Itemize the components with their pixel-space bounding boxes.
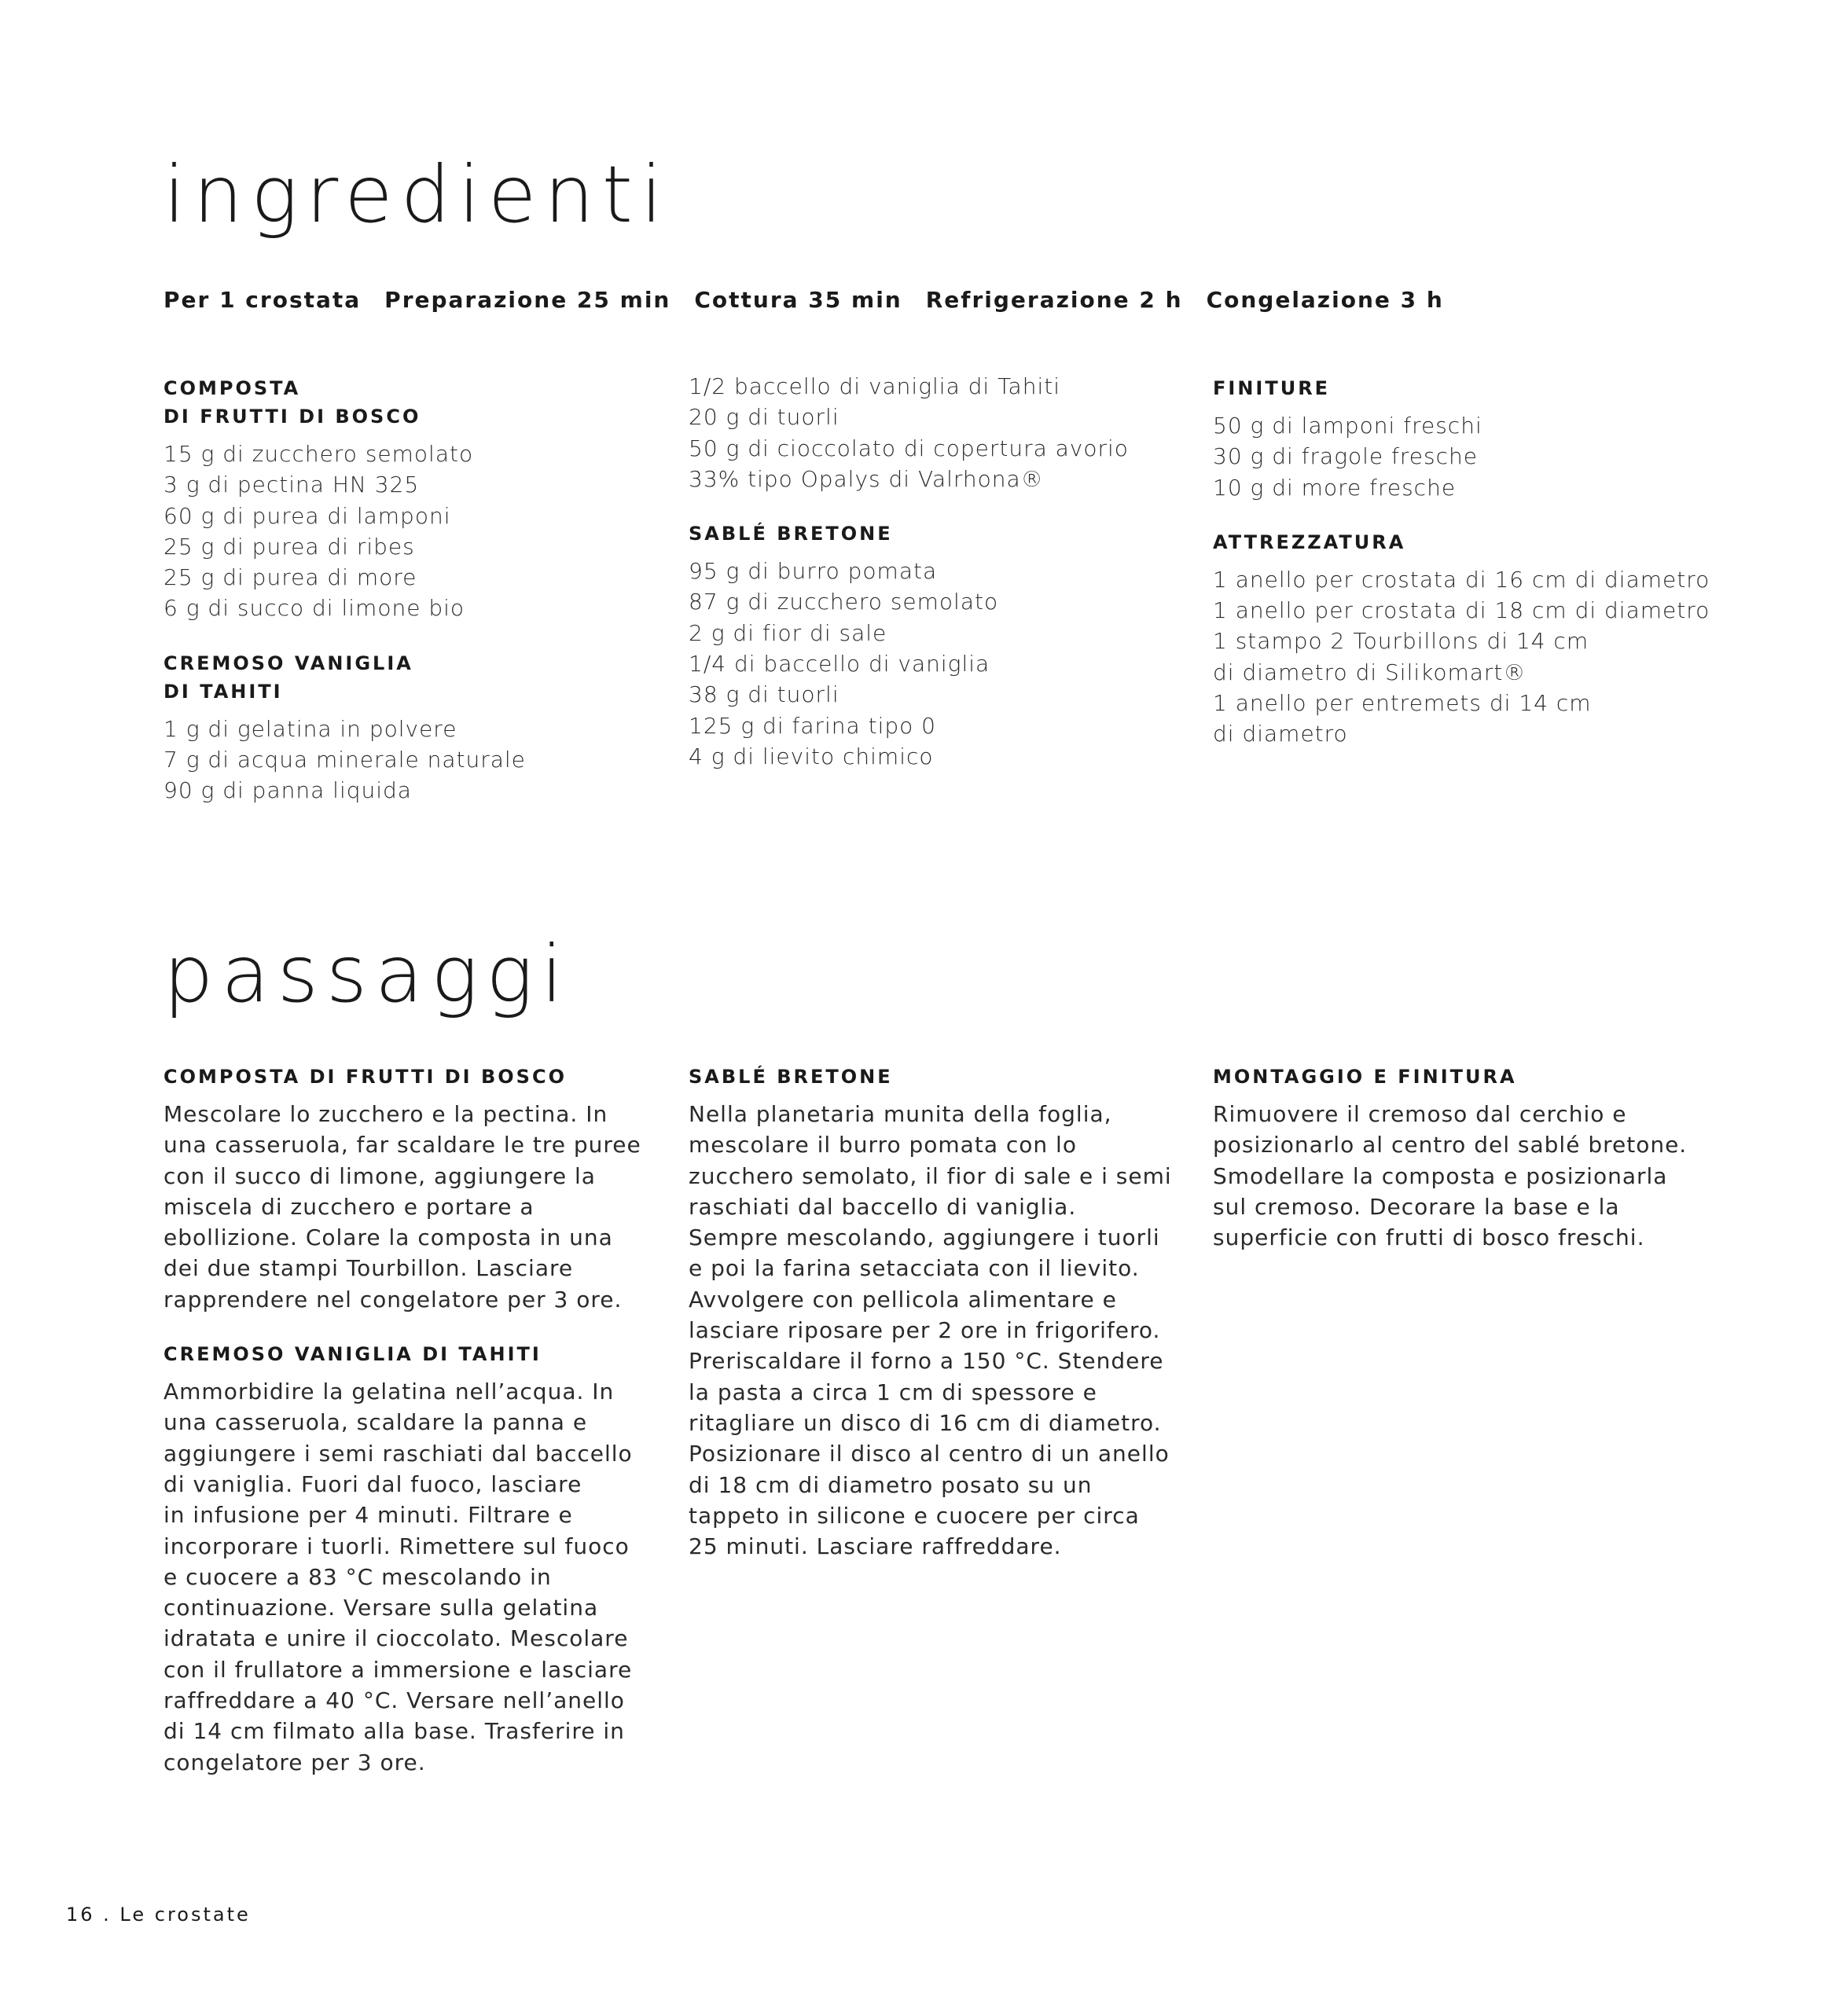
ingredient-group-heading bbox=[163, 649, 643, 706]
step-group bbox=[163, 1340, 643, 1778]
ingredient-item: 60 g di purea di lamponi bbox=[163, 502, 451, 529]
heading-line: DI TAHITI bbox=[163, 680, 283, 703]
ingredients-column-1 bbox=[163, 374, 643, 832]
ingredient-list bbox=[1213, 564, 1710, 750]
step-text-line: la pasta a circa 1 cm di spessore e bbox=[689, 1379, 1097, 1405]
step-text-line: Nella planetaria munita della foglia, bbox=[689, 1101, 1112, 1127]
step-group bbox=[1213, 1063, 1692, 1253]
ingredient-group-heading bbox=[689, 520, 1168, 548]
step-text-line: congelatore per 3 ore. bbox=[163, 1749, 426, 1775]
meta-preparation: Preparazione 25 min bbox=[384, 287, 671, 313]
ingredient-list bbox=[689, 556, 1168, 772]
step-heading: SABLÉ BRETONE bbox=[689, 1066, 893, 1088]
step-text-line: zucchero semolato, il fior di sale e i semi bbox=[689, 1162, 1172, 1189]
step-text-line: aggiungere i semi raschiati dal baccello bbox=[163, 1440, 633, 1467]
ingredient-list bbox=[689, 371, 1168, 494]
step-text-line: superficie con frutti di bosco freschi. bbox=[1213, 1224, 1645, 1251]
step-text-line: Preriscaldare il forno a 150 °C. Stendere bbox=[689, 1348, 1164, 1375]
step-group bbox=[689, 1063, 1172, 1562]
step-text-line: Avvolgere con pellicola alimentare e bbox=[689, 1286, 1117, 1313]
ingredient-group bbox=[163, 649, 643, 806]
step-text-line: raffreddare a 40 °C. Versare nell’anello bbox=[163, 1687, 625, 1714]
ingredient-item: 25 g di purea di ribes bbox=[163, 533, 415, 560]
heading-line: CREMOSO VANIGLIA bbox=[163, 652, 413, 674]
step-text-line: idratata e unire il cioccolato. Mescolare bbox=[163, 1625, 629, 1652]
ingredient-list bbox=[163, 714, 643, 806]
step-group bbox=[163, 1063, 643, 1315]
ingredient-item: 4 g di lievito chimico bbox=[689, 743, 934, 769]
ingredient-item: 6 g di succo di limone bio bbox=[163, 595, 465, 622]
step-heading: MONTAGGIO E FINITURA bbox=[1213, 1066, 1517, 1088]
step-text-line: in infusione per 4 minuti. Filtrare e bbox=[163, 1502, 573, 1529]
ingredient-item: 10 g di more fresche bbox=[1213, 474, 1457, 501]
step-text-line: con il succo di limone, aggiungere la bbox=[163, 1162, 596, 1189]
step-text-line: e poi la farina setacciata con il lievito. bbox=[689, 1255, 1140, 1282]
meta-servings: Per 1 crostata bbox=[163, 287, 362, 313]
step-text-line: ritagliare un disco di 16 cm di diametro. bbox=[689, 1409, 1162, 1436]
steps-title: passaggi bbox=[163, 928, 571, 1020]
ingredient-group-heading bbox=[1213, 374, 1692, 402]
ingredient-item: 33% tipo Opalys di Valrhona® bbox=[689, 465, 1044, 492]
ingredient-group bbox=[163, 374, 643, 624]
ingredient-item: 50 g di lamponi freschi bbox=[1213, 413, 1482, 439]
step-text-line: continuazione. Versare sulla gelatina bbox=[163, 1595, 599, 1621]
ingredient-item: 1/4 di baccello di vaniglia bbox=[689, 651, 990, 677]
ingredient-group-heading bbox=[163, 374, 643, 431]
ingredient-item: 87 g di zucchero semolato bbox=[689, 589, 999, 615]
step-text-line: una casseruola, scaldare la panna e bbox=[163, 1409, 588, 1436]
heading-line: ATTREZZATURA bbox=[1213, 531, 1406, 553]
step-text-line: rapprendere nel congelatore per 3 ore. bbox=[163, 1286, 623, 1313]
ingredient-item: 15 g di zucchero semolato bbox=[163, 441, 474, 467]
ingredient-item: di diametro di Silikomart® bbox=[1213, 659, 1527, 685]
ingredient-group bbox=[689, 371, 1168, 494]
ingredient-item: 90 g di panna liquida bbox=[163, 777, 412, 804]
step-text-line: Rimuovere il cremoso dal cerchio e bbox=[1213, 1101, 1627, 1127]
ingredient-item: 2 g di fior di sale bbox=[689, 619, 887, 646]
step-text-line: tappeto in silicone e cuocere per circa bbox=[689, 1502, 1140, 1529]
meta-refrigeration: Refrigerazione 2 h bbox=[925, 287, 1183, 313]
step-text-line: e cuocere a 83 °C mescolando in bbox=[163, 1563, 552, 1590]
step-text-line: posizionarlo al centro del sablé bretone. bbox=[1213, 1132, 1688, 1158]
step-text-line: raschiati dal baccello di vaniglia. bbox=[689, 1193, 1077, 1220]
ingredient-item: 50 g di cioccolato di copertura avorio bbox=[689, 435, 1129, 461]
ingredients-column-2 bbox=[689, 371, 1168, 797]
ingredient-item: 1 anello per entremets di 14 cm bbox=[1213, 690, 1592, 717]
step-text-line: lasciare riposare per 2 ore in frigorifero. bbox=[689, 1317, 1161, 1344]
step-text bbox=[689, 1099, 1172, 1562]
step-text-line: di 18 cm di diametro posato su un bbox=[689, 1471, 1093, 1498]
recipe-meta-row bbox=[163, 285, 1444, 316]
ingredient-group bbox=[689, 520, 1168, 772]
step-text-line: 25 minuti. Lasciare raffreddare. bbox=[689, 1533, 1062, 1560]
step-text-line: mescolare il burro pomata con lo bbox=[689, 1132, 1077, 1158]
step-text-line: sul cremoso. Decorare la base e la bbox=[1213, 1193, 1620, 1220]
step-heading: COMPOSTA DI FRUTTI DI BOSCO bbox=[163, 1066, 567, 1088]
step-text-line: incorporare i tuorli. Rimettere sul fuoco bbox=[163, 1533, 630, 1559]
ingredient-item: 1/2 baccello di vaniglia di Tahiti bbox=[689, 373, 1060, 399]
ingredient-group-heading bbox=[1213, 528, 1692, 556]
step-text bbox=[1213, 1099, 1692, 1253]
heading-line: SABLÉ BRETONE bbox=[689, 523, 893, 545]
ingredient-item: 125 g di farina tipo 0 bbox=[689, 712, 936, 739]
heading-line: DI FRUTTI DI BOSCO bbox=[163, 406, 421, 428]
step-text-line: miscela di zucchero e portare a bbox=[163, 1193, 535, 1220]
ingredient-group bbox=[1213, 374, 1692, 503]
steps-column-2 bbox=[689, 1063, 1172, 1587]
ingredient-item: 38 g di tuorli bbox=[689, 681, 839, 708]
ingredient-item: 7 g di acqua minerale naturale bbox=[163, 747, 526, 773]
step-text-line: Ammorbidire la gelatina nell’acqua. In bbox=[163, 1379, 615, 1405]
ingredients-column-3 bbox=[1213, 374, 1710, 775]
ingredient-item: 1 anello per crostata di 16 cm di diametro bbox=[1213, 566, 1710, 593]
heading-line: COMPOSTA bbox=[163, 377, 301, 399]
ingredient-item: 1 g di gelatina in polvere bbox=[163, 715, 457, 742]
ingredient-item: 3 g di pectina HN 325 bbox=[163, 472, 420, 498]
ingredient-item: 95 g di burro pomata bbox=[689, 558, 938, 585]
ingredient-item: 1 anello per crostata di 18 cm di diametro bbox=[1213, 597, 1710, 624]
step-text-line: Smodellare la composta e posizionarla bbox=[1213, 1162, 1668, 1189]
ingredient-list bbox=[163, 439, 643, 624]
ingredient-item: 25 g di purea di more bbox=[163, 564, 417, 591]
step-text-line: di vaniglia. Fuori dal fuoco, lasciare bbox=[163, 1470, 582, 1497]
ingredients-title: ingredienti bbox=[163, 149, 670, 240]
step-text bbox=[163, 1099, 643, 1315]
step-text-line: Mescolare lo zucchero e la pectina. In bbox=[163, 1101, 608, 1127]
ingredient-list bbox=[1213, 410, 1692, 503]
step-heading: CREMOSO VANIGLIA DI TAHITI bbox=[163, 1343, 542, 1366]
step-text-line: Posizionare il disco al centro di un anello bbox=[689, 1441, 1170, 1467]
ingredient-item: 30 g di fragole fresche bbox=[1213, 443, 1478, 470]
step-text-line: dei due stampi Tourbillon. Lasciare bbox=[163, 1255, 574, 1282]
step-text bbox=[163, 1376, 643, 1778]
step-text-line: ebollizione. Colare la composta in una bbox=[163, 1224, 613, 1251]
steps-column-1 bbox=[163, 1063, 643, 1803]
meta-cooking: Cottura 35 min bbox=[694, 287, 902, 313]
step-text-line: Sempre mescolando, aggiungere i tuorli bbox=[689, 1224, 1160, 1251]
step-text-line: di 14 cm filmato alla base. Trasferire in bbox=[163, 1718, 625, 1745]
ingredient-item: di diametro bbox=[1213, 721, 1348, 747]
ingredient-group bbox=[1213, 528, 1710, 750]
meta-freezing: Congelazione 3 h bbox=[1206, 287, 1444, 313]
heading-line: FINITURE bbox=[1213, 377, 1331, 399]
step-text-line: una casseruola, far scaldare le tre puree bbox=[163, 1132, 641, 1158]
steps-column-3 bbox=[1213, 1063, 1692, 1278]
page-footer: 16 . Le crostate bbox=[66, 1904, 251, 1926]
ingredient-item: 20 g di tuorli bbox=[689, 404, 839, 431]
step-text-line: con il frullatore a immersione e lasciare bbox=[163, 1656, 633, 1683]
ingredient-item: 1 stampo 2 Tourbillons di 14 cm bbox=[1213, 628, 1589, 655]
